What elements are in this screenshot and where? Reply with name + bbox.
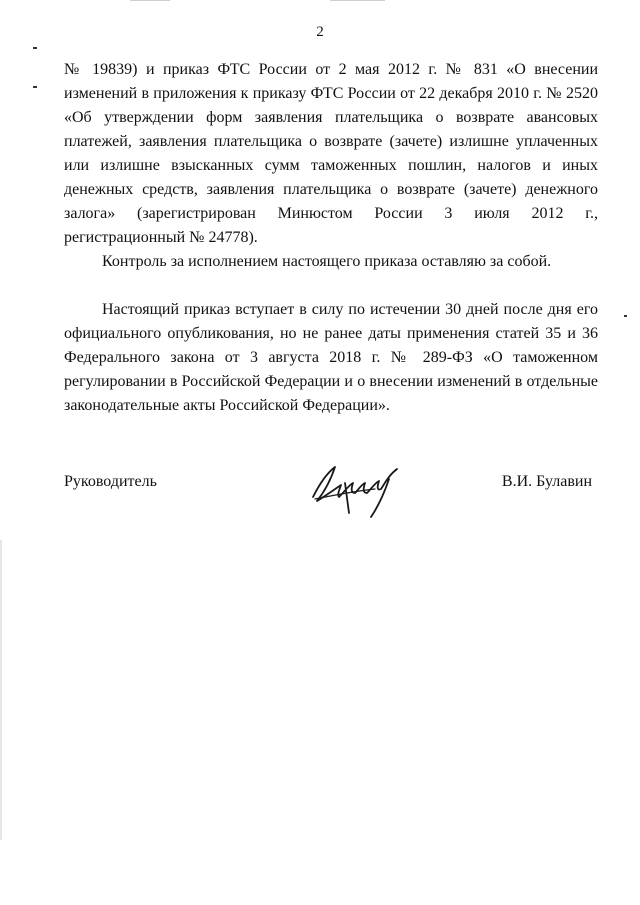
scan-edge: [0, 540, 2, 840]
signatory-role: Руководитель: [64, 473, 157, 490]
paragraph-entry-into-force: Настоящий приказ вступает в силу по истечении 30 дней после дня его официального опубликования, но не ранее даты применения статей 35 и 36 Федерального закона от 3 августа 2018 г. № 289-ФЗ «О таможенном регулировании в Российской Федерации и о внесении изменений в отдельные законодательные акты Российской Федерации».: [64, 301, 598, 414]
page-number: 2: [316, 24, 324, 40]
margin-mark: [624, 315, 627, 317]
margin-mark: [33, 47, 37, 49]
signatory-name: В.И. Булавин: [501, 473, 592, 490]
scan-artifact: [130, 0, 170, 1]
paragraph-control: Контроль за исполнением настоящего приказа оставляю за собой.: [102, 253, 552, 270]
handwritten-signature: [305, 455, 415, 525]
margin-mark: [33, 86, 37, 88]
scan-artifact: [330, 0, 385, 1]
paragraph-repealed-orders: № 19839) и приказ ФТС России от 2 мая 2012 г. № 831 «О внесении изменений в приложения к приказу ФТС России от 22 декабря 2010 г. № 2520 «Об утверждении форм заявления плательщика о возврате авансовых платежей, заявления плательщика о возврате (зачете) излишне уплаченных или излишне взысканных сумм таможенных пошлин, налогов и иных денежных средств, заявления плательщика о возврате (зачете) денежного залога» (зарегистрирован Минюстом России 3 июля 2012 г., регистрационный № 24778).: [64, 61, 598, 246]
